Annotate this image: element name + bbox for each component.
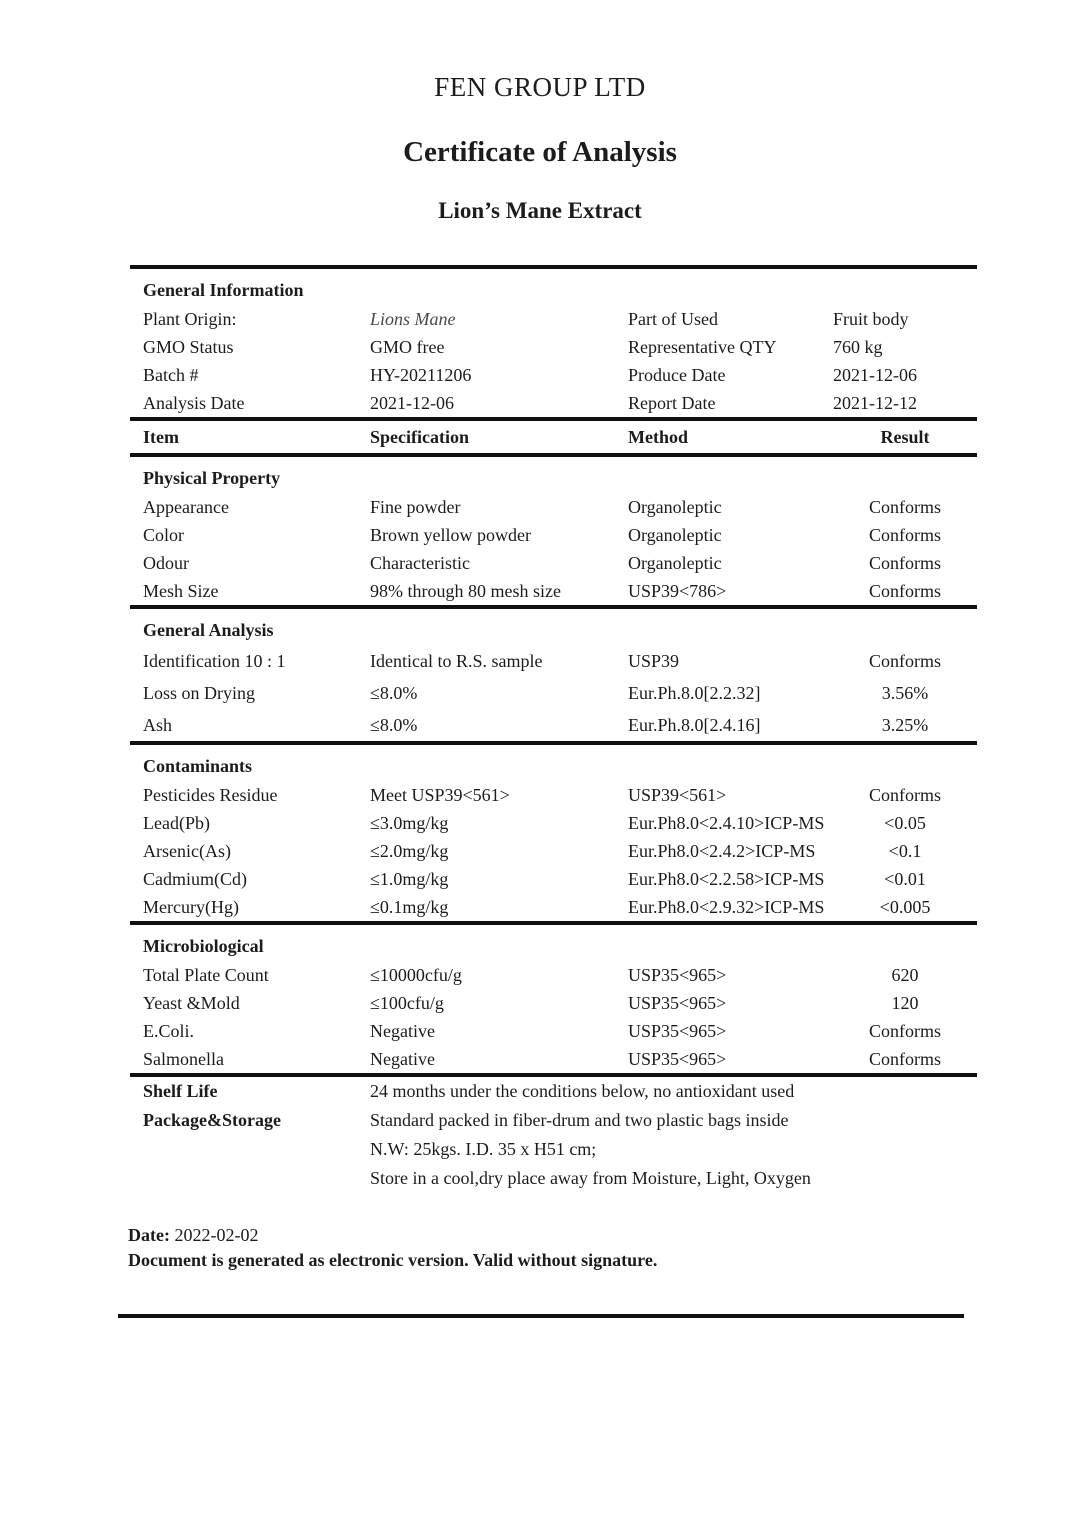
item-cell: Appearance: [143, 497, 229, 517]
shelf-text: Standard packed in fiber-drum and two plastic bags inside: [370, 1110, 789, 1130]
table-row: [130, 1045, 977, 1073]
spec-cell: ≤100cfu/g: [370, 993, 444, 1013]
table-row: [130, 893, 977, 921]
column-header-result: Result: [880, 427, 930, 447]
table-row: [130, 521, 977, 549]
spec-cell: ≤10000cfu/g: [370, 965, 462, 985]
table-row: [130, 645, 977, 677]
method-cell: USP35<965>: [628, 1021, 727, 1041]
gi-label: Part of Used: [628, 309, 718, 329]
result-cell: 3.25%: [881, 715, 929, 735]
shelf-label: [130, 1135, 370, 1164]
result-cell: Conforms: [869, 525, 941, 545]
spec-cell: Brown yellow powder: [370, 525, 531, 545]
item-cell: Pesticides Residue: [143, 785, 278, 805]
item-cell: Cadmium(Cd): [143, 869, 247, 889]
item-cell: Arsenic(As): [143, 841, 231, 861]
item-cell: Salmonella: [143, 1049, 224, 1069]
item-cell: Total Plate Count: [143, 965, 269, 985]
method-cell: Eur.Ph8.0<2.4.2>ICP-MS: [628, 841, 816, 861]
column-header-item: Item: [143, 427, 179, 447]
table-row: [130, 989, 977, 1017]
gi-label: GMO Status: [143, 337, 234, 357]
item-cell: Mesh Size: [143, 581, 219, 601]
item-cell: Mercury(Hg): [143, 897, 239, 917]
shelf-row: [130, 1135, 977, 1164]
general-info-row: [130, 361, 977, 389]
spec-cell: ≤0.1mg/kg: [370, 897, 449, 917]
gi-value: Fruit body: [833, 309, 909, 329]
result-cell: 620: [891, 965, 919, 985]
item-cell: Loss on Drying: [143, 683, 255, 703]
item-cell: Yeast &Mold: [143, 993, 240, 1013]
shelf-row: [130, 1164, 977, 1193]
section-heading: Physical Property: [143, 468, 281, 488]
spec-cell: Identical to R.S. sample: [370, 651, 543, 671]
analysis-section: [130, 925, 977, 1073]
spec-cell: Negative: [370, 1049, 435, 1069]
general-info-row: [130, 389, 977, 417]
method-cell: Eur.Ph8.0<2.2.58>ICP-MS: [628, 869, 825, 889]
analysis-sections: [130, 453, 977, 1073]
method-cell: Eur.Ph8.0<2.4.10>ICP-MS: [628, 813, 825, 833]
table-row: [130, 865, 977, 893]
spec-cell: ≤1.0mg/kg: [370, 869, 449, 889]
result-cell: <0.05: [884, 813, 926, 833]
gi-label: Analysis Date: [143, 393, 245, 413]
analysis-section: [130, 745, 977, 921]
item-cell: Lead(Pb): [143, 813, 210, 833]
method-cell: USP39<561>: [628, 785, 727, 805]
shelf-text: Store in a cool,dry place away from Moisture, Light, Oxygen: [370, 1168, 811, 1188]
product-name: Lion’s Mane Extract: [438, 198, 642, 223]
spec-cell: Characteristic: [370, 553, 470, 573]
result-cell: Conforms: [869, 497, 941, 517]
gi-label: Batch #: [143, 365, 199, 385]
table-row: [130, 677, 977, 709]
footer: [128, 1223, 1080, 1318]
item-cell: Identification 10 : 1: [143, 651, 286, 671]
footer-note: Document is generated as electronic version. Valid without signature.: [128, 1250, 658, 1270]
result-cell: 120: [891, 993, 919, 1013]
shelf-row: [130, 1106, 977, 1135]
shelf-label: [130, 1164, 370, 1193]
table-row: [130, 837, 977, 865]
spec-cell: Fine powder: [370, 497, 461, 517]
item-cell: Odour: [143, 553, 189, 573]
shelf-label: Shelf Life: [143, 1081, 218, 1101]
date-value: 2022-02-02: [174, 1225, 259, 1245]
table-row: [130, 577, 977, 605]
item-cell: E.Coli.: [143, 1021, 195, 1041]
spec-cell: Negative: [370, 1021, 435, 1041]
gi-value: GMO free: [370, 337, 445, 357]
method-cell: Organoleptic: [628, 525, 722, 545]
method-cell: USP35<965>: [628, 993, 727, 1013]
document-title: Certificate of Analysis: [403, 136, 677, 168]
section-heading-general-information: General Information: [143, 280, 304, 300]
gi-value: 2021-12-12: [833, 393, 917, 413]
result-cell: Conforms: [869, 553, 941, 573]
method-cell: Eur.Ph.8.0[2.2.32]: [628, 683, 761, 703]
shelf-storage-section: [130, 1077, 977, 1193]
result-cell: <0.005: [879, 897, 931, 917]
result-cell: 3.56%: [881, 683, 929, 703]
gi-label: Report Date: [628, 393, 716, 413]
shelf-text: 24 months under the conditions below, no antioxidant used: [370, 1081, 795, 1101]
shelf-text: N.W: 25kgs. I.D. 35 x H51 cm;: [370, 1139, 597, 1159]
general-information-rows: [130, 305, 977, 417]
spec-cell: ≤2.0mg/kg: [370, 841, 449, 861]
spec-cell: Meet USP39<561>: [370, 785, 510, 805]
section-heading: Microbiological: [143, 936, 264, 956]
result-cell: Conforms: [869, 785, 941, 805]
method-cell: USP35<965>: [628, 1049, 727, 1069]
result-cell: <0.01: [884, 869, 926, 889]
column-header-specification: Specification: [370, 427, 469, 447]
method-cell: Eur.Ph8.0<2.9.32>ICP-MS: [628, 897, 825, 917]
result-cell: <0.1: [888, 841, 922, 861]
result-cell: Conforms: [869, 1021, 941, 1041]
general-info-row: [130, 305, 977, 333]
analysis-section: [130, 457, 977, 605]
shelf-label: Package&Storage: [143, 1110, 281, 1130]
table-row: [130, 549, 977, 577]
table-row: [130, 709, 977, 741]
gi-value: 760 kg: [833, 337, 883, 357]
company-name: FEN GROUP LTD: [434, 72, 646, 102]
general-info-row: [130, 333, 977, 361]
method-cell: USP35<965>: [628, 965, 727, 985]
gi-value: 2021-12-06: [370, 393, 454, 413]
table-row: [130, 781, 977, 809]
method-cell: Organoleptic: [628, 497, 722, 517]
table-row: [130, 961, 977, 989]
date-label: Date:: [128, 1225, 170, 1245]
table-row: [130, 809, 977, 837]
gi-label: Produce Date: [628, 365, 726, 385]
gi-value: 2021-12-06: [833, 365, 917, 385]
item-cell: Ash: [143, 715, 173, 735]
method-cell: Eur.Ph.8.0[2.4.16]: [628, 715, 761, 735]
method-cell: Organoleptic: [628, 553, 722, 573]
column-header-method: Method: [628, 427, 688, 447]
section-heading: General Analysis: [143, 620, 274, 640]
item-cell: Color: [143, 525, 185, 545]
date-line: [128, 1223, 1080, 1248]
bottom-rule: [118, 1314, 964, 1318]
gi-label: Representative QTY: [628, 337, 777, 357]
result-cell: Conforms: [869, 651, 941, 671]
spec-cell: ≤8.0%: [370, 715, 418, 735]
spec-cell: 98% through 80 mesh size: [370, 581, 561, 601]
spec-cell: ≤3.0mg/kg: [370, 813, 449, 833]
analysis-section: [130, 609, 977, 741]
table-row: [130, 493, 977, 521]
gi-value: Lions Mane: [370, 309, 456, 329]
column-header-row: [130, 421, 977, 453]
coa-table: [130, 265, 977, 1193]
method-cell: USP39<786>: [628, 581, 727, 601]
gi-value: HY-20211206: [370, 365, 472, 385]
shelf-row: [130, 1077, 977, 1106]
method-cell: USP39: [628, 651, 680, 671]
section-heading: Contaminants: [143, 756, 253, 776]
gi-label: Plant Origin:: [143, 309, 237, 329]
spec-cell: ≤8.0%: [370, 683, 418, 703]
table-row: [130, 1017, 977, 1045]
result-cell: Conforms: [869, 581, 941, 601]
result-cell: Conforms: [869, 1049, 941, 1069]
